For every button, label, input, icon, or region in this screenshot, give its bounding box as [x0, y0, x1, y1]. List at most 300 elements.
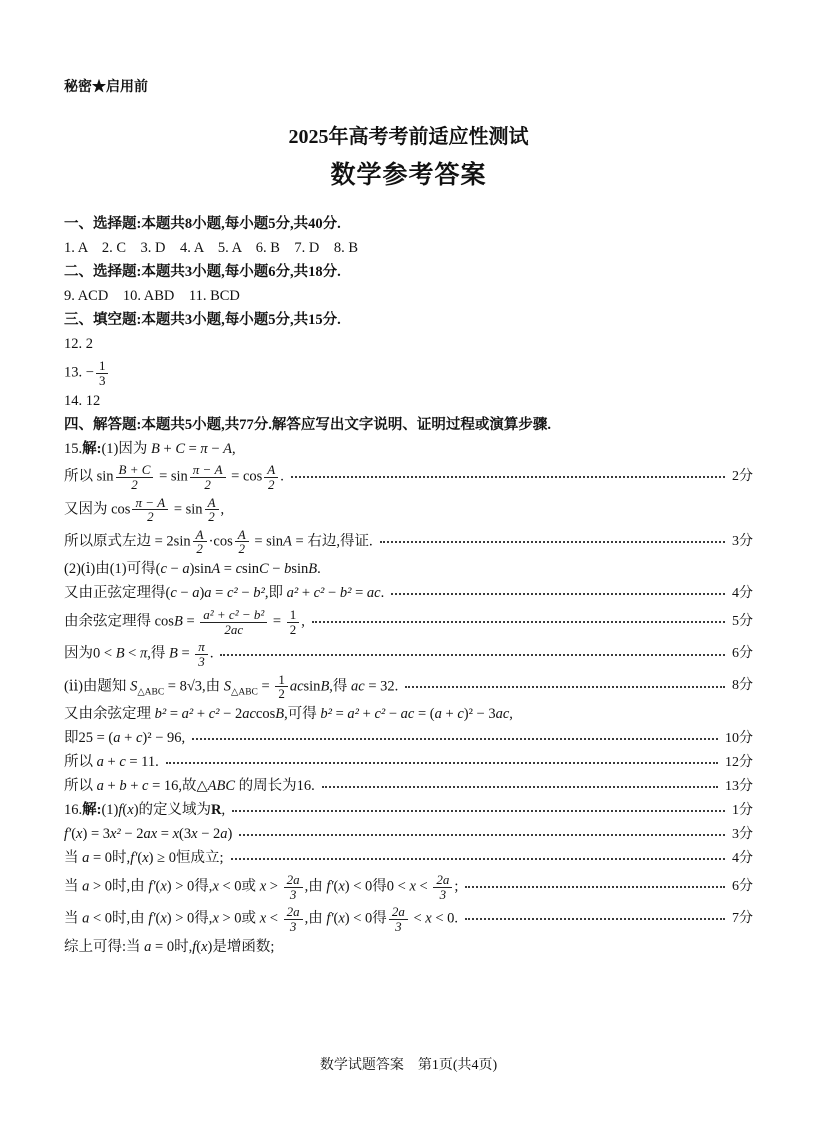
math-run: ac — [400, 706, 415, 723]
fraction-denominator: 2 — [196, 541, 203, 557]
text-run: = — [351, 585, 367, 602]
score-label: 2分 — [732, 468, 753, 484]
math-run: a — [144, 938, 152, 955]
fraction-numerator: A — [193, 528, 207, 543]
score-label: 13分 — [725, 778, 753, 794]
fraction-numerator: 1 — [275, 673, 288, 688]
line-text — [64, 705, 513, 725]
line-text — [64, 215, 341, 235]
text-run: = — [177, 645, 194, 662]
math-run: x — [172, 826, 180, 843]
dot-leader — [322, 786, 718, 788]
math-run: B — [115, 645, 125, 662]
math-run: B — [173, 613, 183, 630]
q16-line-1 — [64, 801, 753, 821]
fraction-denominator: 2 — [289, 621, 297, 637]
line-text — [64, 311, 341, 331]
text-run: = 0时, — [89, 850, 131, 867]
math-run: a — [220, 826, 228, 843]
text-run: = — [182, 613, 199, 630]
math-run: f — [192, 938, 197, 955]
text-run: > 0时,由 — [89, 878, 149, 895]
dot-leader — [166, 762, 718, 764]
text-run: 所以 — [64, 754, 97, 771]
text-run: ) ≥ 0恒成立; — [148, 850, 224, 867]
text-run: + — [159, 440, 176, 457]
text-run: 16. — [64, 802, 83, 819]
q15-line-12 — [64, 753, 753, 773]
dot-leader — [465, 918, 725, 920]
dot-leader — [192, 738, 718, 740]
text-run: (3 — [179, 826, 192, 843]
section-heading-solution — [64, 415, 753, 435]
text-run: ,可得 — [284, 706, 321, 723]
text-run: )是增函数; — [207, 938, 275, 955]
text-run: 解: — [82, 802, 102, 819]
text-run: < 0. — [431, 910, 458, 927]
text-run: )² − 96, — [142, 730, 186, 747]
text-run: > — [266, 878, 282, 895]
text-run: < — [409, 910, 426, 927]
text-run: 9. ACD 10. ABD 11. BCD — [64, 288, 240, 305]
q15-line-1 — [64, 439, 753, 459]
fraction-denominator: 2 — [208, 509, 215, 525]
answer-12 — [64, 335, 753, 355]
text-run: < — [266, 910, 282, 927]
text-run: 15. — [64, 440, 83, 457]
text-run: , — [301, 613, 305, 630]
line-text — [64, 584, 384, 604]
text-run: = — [220, 561, 236, 578]
q15-line-13 — [64, 777, 753, 797]
line-text — [64, 560, 321, 580]
line-text — [64, 673, 398, 701]
math-run: B — [308, 561, 318, 578]
fraction-denominator: 2 — [131, 476, 138, 492]
math-run: ac — [242, 706, 256, 723]
fraction-numerator: 2a — [389, 905, 408, 920]
fraction-numerator: 1 — [287, 608, 300, 623]
text-run: 的周长为16. — [235, 778, 315, 795]
text-run: 解: — [82, 440, 102, 457]
text-run: = 8√3,由 — [164, 678, 224, 695]
math-run: x — [259, 878, 267, 895]
text-run: = sin — [155, 468, 188, 485]
text-run: < 0或 — [218, 878, 260, 895]
math-run: x — [160, 878, 167, 895]
answer-lines — [64, 215, 753, 958]
fraction-numerator: A — [205, 496, 219, 511]
text-run: 14. 12 — [64, 392, 101, 409]
fraction — [205, 496, 219, 524]
text-run: 所以原式左边 = 2sin — [64, 533, 191, 550]
dot-leader — [391, 593, 725, 595]
text-run: < — [124, 645, 140, 662]
text-run: = — [269, 613, 285, 630]
math-run: ABC — [207, 778, 236, 795]
text-run: = 16,故△ — [148, 778, 208, 795]
fraction-denominator: 3 — [289, 918, 297, 934]
q15-line-8 — [64, 640, 753, 668]
text-run: ) — [227, 826, 233, 843]
text-run: ( — [155, 878, 161, 895]
line-text — [64, 239, 358, 259]
math-run: c² — [374, 706, 386, 723]
score-label: 4分 — [732, 850, 753, 866]
math-run: x² — [110, 826, 121, 843]
text-run: sin — [291, 561, 309, 578]
fraction-numerator: 1 — [96, 359, 109, 374]
math-run: x — [127, 802, 134, 819]
text-run: = 右边,得证. — [291, 533, 373, 550]
dot-leader — [220, 654, 725, 656]
fraction — [287, 608, 300, 636]
fraction — [96, 359, 109, 387]
text-run: − — [237, 585, 254, 602]
fraction — [200, 608, 267, 636]
text-run: + — [298, 585, 314, 602]
fraction-denominator: 2 — [147, 509, 154, 525]
math-run: f′ — [64, 826, 72, 843]
math-run: b — [119, 778, 127, 795]
subscript: △ABC — [137, 687, 165, 698]
score-label: 6分 — [732, 646, 753, 662]
dot-leader — [312, 621, 725, 623]
math-run: S — [130, 678, 138, 695]
math-run: x — [259, 910, 267, 927]
text-run: (2)(ⅰ)由(1)可得( — [64, 561, 161, 578]
text-run: ,得 — [329, 678, 352, 695]
math-run: a — [113, 730, 121, 747]
math-run: a — [204, 585, 212, 602]
q16-line-2 — [64, 825, 753, 845]
math-run: b² — [154, 706, 167, 723]
text-run: < — [415, 878, 432, 895]
text-run: < 0时,由 — [89, 910, 149, 927]
dot-leader — [231, 858, 726, 860]
text-run: ·cos — [208, 533, 233, 550]
dot-leader — [465, 886, 725, 888]
fraction — [284, 905, 303, 933]
text-run: ( — [71, 826, 77, 843]
math-run: x — [212, 878, 219, 895]
fraction-denominator: 3 — [395, 918, 402, 934]
text-run: sin — [242, 561, 259, 578]
line-text — [64, 440, 236, 460]
text-run: + — [126, 778, 142, 795]
line-text — [64, 729, 185, 749]
q16-line-3 — [64, 849, 753, 869]
math-run: x — [212, 910, 219, 927]
math-run: C — [258, 561, 269, 578]
fraction-denominator: 2 — [238, 541, 245, 557]
fraction-denominator: 3 — [98, 372, 106, 388]
text-run: cos — [255, 706, 276, 723]
math-run: f′ — [148, 878, 156, 895]
math-run: ac — [495, 706, 510, 723]
math-run: B — [275, 706, 285, 723]
fraction-numerator: π − A — [132, 496, 168, 511]
text-run: (1) — [101, 802, 119, 819]
text-run: − 2 — [197, 826, 221, 843]
math-run: ax — [143, 826, 158, 843]
classification-label: 秘密★启用前 — [64, 80, 148, 95]
text-run: ) < 0得 — [344, 910, 387, 927]
q15-line-4 — [64, 528, 753, 556]
text-run: 所以 sin — [64, 468, 114, 485]
math-run: B — [320, 678, 330, 695]
dot-leader — [405, 686, 725, 688]
math-run: a — [82, 850, 90, 867]
answers-multi-choice — [64, 287, 753, 307]
text-run: 当 — [64, 878, 83, 895]
math-run: f′ — [148, 910, 156, 927]
q15-line-9 — [64, 673, 753, 701]
text-run: 一、选择题:本题共8小题,每小题5分,共40分. — [64, 216, 341, 233]
text-run: ) — [199, 585, 205, 602]
text-run: = — [157, 826, 173, 843]
text-run: (ⅱ)由题知 — [64, 678, 131, 695]
text-run: = sin — [170, 501, 203, 518]
q15-line-5 — [64, 560, 753, 580]
score-label: 3分 — [732, 826, 753, 842]
math-run: a — [96, 754, 104, 771]
fraction-numerator: 2a — [433, 873, 452, 888]
text-run: , — [220, 501, 225, 518]
text-run: + — [359, 706, 375, 723]
fraction — [193, 528, 207, 556]
q15-line-7 — [64, 608, 753, 636]
math-run: c² — [313, 585, 325, 602]
line-text — [64, 496, 224, 524]
dot-leader — [380, 541, 725, 543]
line-text — [64, 777, 315, 797]
math-run: c² — [208, 706, 220, 723]
math-run: f′ — [130, 850, 138, 867]
answer-14 — [64, 391, 753, 411]
text-run: 因为0 < — [64, 645, 116, 662]
math-run: b — [284, 561, 292, 578]
math-run: A — [283, 533, 292, 550]
text-run: = — [331, 706, 348, 723]
fraction-numerator: B + C — [116, 463, 154, 478]
text-run: − 2 — [120, 826, 144, 843]
math-run: a — [96, 778, 104, 795]
text-run: ( — [122, 802, 128, 819]
text-run: 二、选择题:本题共3小题,每小题6分,共18分. — [64, 264, 341, 281]
q15-line-3 — [64, 496, 753, 524]
dot-leader — [239, 834, 725, 836]
math-run: B — [169, 645, 178, 662]
math-run: ac — [366, 585, 381, 602]
fraction — [284, 873, 303, 901]
text-run: (1)因为 — [101, 440, 152, 457]
text-run: ,由 — [304, 910, 327, 927]
fraction — [389, 905, 408, 933]
text-run: ) > 0得, — [166, 910, 213, 927]
math-run: x — [142, 850, 149, 867]
math-run: B — [151, 440, 160, 457]
text-run: = sin — [250, 533, 284, 550]
fraction — [264, 463, 278, 491]
text-run: − — [207, 440, 224, 457]
line-text — [64, 608, 305, 636]
page-title: 数学参考答案 — [330, 162, 487, 189]
text-run: − — [385, 706, 401, 723]
score-label: 1分 — [732, 802, 753, 818]
text-run: ( — [137, 850, 143, 867]
line-text — [64, 528, 373, 556]
text-run: ( — [196, 938, 202, 955]
page-footer: 数学试题答案 第1页(共4页) — [319, 1058, 498, 1073]
text-run: 当 — [64, 910, 83, 927]
math-run: ac — [351, 678, 365, 695]
text-run: 又由正弦定理得( — [64, 585, 171, 602]
math-run: c — [235, 561, 243, 578]
fraction-numerator: 2a — [284, 905, 303, 920]
text-run: . — [209, 645, 214, 662]
score-label: 3分 — [732, 533, 753, 549]
text-run: = ( — [414, 706, 435, 723]
text-run: 12. 2 — [64, 336, 93, 353]
math-run: x — [160, 910, 167, 927]
fraction — [433, 873, 452, 901]
math-run: a² — [286, 585, 299, 602]
math-run: c — [160, 561, 167, 578]
fraction — [116, 463, 154, 491]
math-run: c — [119, 754, 126, 771]
text-run: = — [184, 440, 201, 457]
math-run: x — [76, 826, 83, 843]
math-run: a — [82, 910, 90, 927]
text-run: = 0时, — [151, 938, 193, 955]
text-run: − — [166, 561, 183, 578]
text-run: + — [103, 778, 120, 795]
math-run: c — [457, 706, 464, 723]
math-run: c — [142, 778, 149, 795]
line-text — [64, 938, 274, 958]
math-run: x — [191, 826, 198, 843]
text-run: sin — [303, 678, 321, 695]
math-run: b² — [339, 585, 352, 602]
text-run: + — [103, 754, 120, 771]
q15-line-2 — [64, 463, 753, 491]
math-run: b² — [253, 585, 265, 602]
line-text — [64, 335, 93, 355]
line-text — [64, 640, 213, 668]
text-run: 当 — [64, 850, 83, 867]
score-label: 5分 — [732, 613, 753, 629]
section-heading-fill-blank — [64, 311, 753, 331]
score-label: 8分 — [732, 678, 753, 694]
math-run: S — [223, 678, 232, 695]
math-run: A — [211, 561, 221, 578]
line-text — [64, 905, 458, 933]
q16-line-6 — [64, 938, 753, 958]
q15-line-11 — [64, 729, 753, 749]
text-run: ( — [333, 878, 339, 895]
text-run: ,即 — [264, 585, 287, 602]
fraction-denominator: 3 — [289, 886, 297, 902]
text-run: 三、填空题:本题共3小题,每小题5分,共15分. — [64, 312, 341, 329]
text-run: ) < 0得0 < — [344, 878, 410, 895]
line-text — [64, 359, 110, 387]
text-run: . — [317, 561, 321, 578]
math-run: ac — [289, 678, 304, 695]
text-run: 又由余弦定理 — [64, 706, 155, 723]
line-text — [64, 416, 551, 436]
text-run: ) = 3 — [82, 826, 110, 843]
math-run: π — [139, 645, 148, 662]
fraction-numerator: a² + c² − b² — [200, 608, 267, 623]
text-run: = — [211, 585, 227, 602]
exam-title: 2025年高考考前适应性测试 — [288, 126, 529, 148]
dot-leader — [291, 476, 725, 478]
text-run: )的定义域为 — [133, 802, 212, 819]
line-text — [64, 801, 225, 821]
text-run: ( — [333, 910, 339, 927]
fraction-denominator: 2ac — [224, 621, 244, 637]
text-run: , — [221, 802, 226, 819]
fraction-numerator: A — [235, 528, 249, 543]
line-text — [64, 849, 224, 869]
text-run: 即25 = ( — [64, 730, 114, 747]
dot-leader — [232, 810, 725, 812]
text-run: = — [166, 706, 182, 723]
text-run: − — [324, 585, 340, 602]
text-run: )² − 3 — [463, 706, 496, 723]
math-run: π — [200, 440, 208, 457]
fraction — [275, 673, 288, 701]
line-text — [64, 753, 159, 773]
math-run: f′ — [326, 910, 334, 927]
fraction-denominator: 3 — [439, 886, 447, 902]
math-run: a — [192, 585, 200, 602]
q15-line-6 — [64, 584, 753, 604]
math-run: x — [338, 878, 345, 895]
text-run: − — [176, 585, 193, 602]
section-heading-multi-choice — [64, 263, 753, 283]
text-run: = 32. — [364, 678, 399, 695]
line-text — [64, 825, 232, 845]
fraction — [235, 528, 249, 556]
q15-line-10 — [64, 705, 753, 725]
line-text — [64, 392, 100, 412]
math-run: a — [182, 561, 190, 578]
text-run: + — [193, 706, 209, 723]
q16-line-5 — [64, 905, 753, 933]
answer-13 — [64, 359, 753, 387]
score-label: 7分 — [732, 910, 753, 926]
text-run: . — [380, 585, 385, 602]
line-text — [64, 463, 284, 491]
fraction-denominator: 2 — [268, 476, 275, 492]
q16-line-4 — [64, 873, 753, 901]
fraction-denominator: 2 — [278, 686, 285, 702]
subscript: △ABC — [231, 687, 258, 698]
text-run: = cos — [227, 468, 263, 485]
text-run: + — [120, 730, 136, 747]
fraction-numerator: A — [264, 463, 278, 478]
text-run: 又因为 cos — [64, 501, 131, 518]
fraction-numerator: π — [195, 640, 208, 655]
math-run: c — [135, 730, 143, 747]
text-run: 1. A 2. C 3. D 4. A 5. A 6. B 7. D 8. B — [64, 240, 359, 257]
section-heading-choice — [64, 215, 753, 235]
math-run: c — [170, 585, 177, 602]
score-label: 12分 — [725, 754, 753, 770]
text-run: ) > 0得, — [166, 878, 213, 895]
